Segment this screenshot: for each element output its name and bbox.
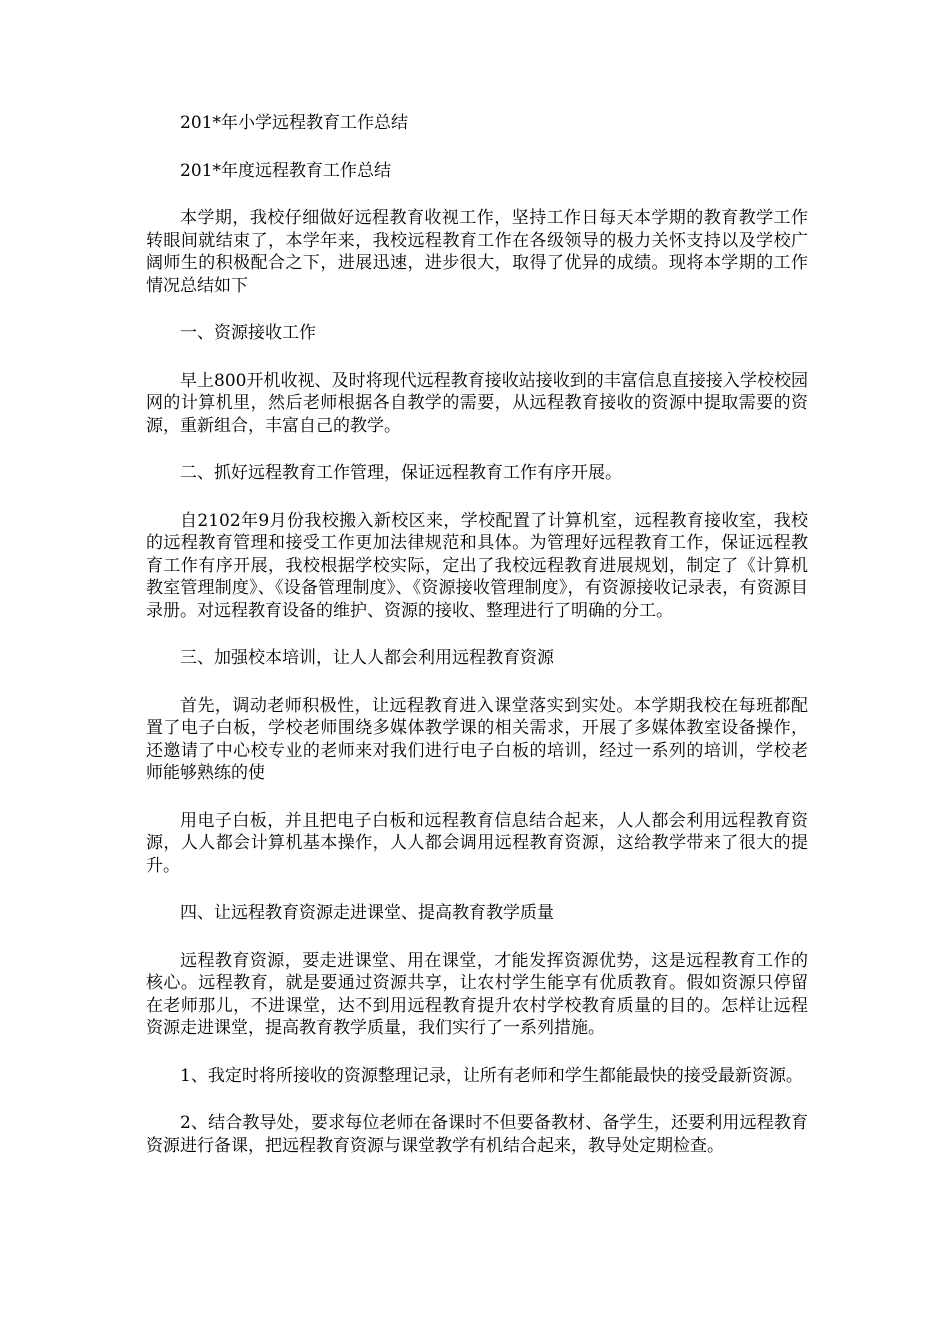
section-heading-2: 二、抓好远程教育工作管理，保证远程教育工作有序开展。 (180, 463, 622, 483)
paragraph-management: 自2102年9月份我校搬入新校区来，学校配置了计算机室，远程教育接收室，我校的远程教育管理和接受工作更加法律规范和具体。为管理好远程教育工作，保证远程教育工作有序开展，我校根据学校实际，定出了我校远程教育进展规划，制定了《计算机教室管理制度》、《设备管理制度》、《资源接收管理制度》，有资源接收记录表，有资源目录册。对远程教育设备的维护、资源的接收、整理进行了明确的分工。 (146, 510, 808, 621)
section-heading-4: 四、让远程教育资源走进课堂、提高教育教学质量 (180, 903, 554, 923)
document-page (146, 112, 808, 1182)
paragraph-intro: 本学期，我校仔细做好远程教育收视工作，坚持工作日每天本学期的教育教学工作转眼间就结束了，本学年来，我校远程教育工作在各级领导的极力关怀支持以及学校广阔师生的积极配合之下，进展迅速，进步很大，取得了优异的成绩。现将本学期的工作情况总结如下 (146, 208, 808, 296)
paragraph-classroom: 远程教育资源，要走进课堂、用在课堂，才能发挥资源优势，这是远程教育工作的核心。远程教育，就是要通过资源共享，让农村学生能享有优质教育。假如资源只停留在老师那儿，不进课堂，达不到用远程教育提升农村学校教育质量的目的。怎样让远程资源走进课堂，提高教育教学质量，我们实行了一系列措施。 (146, 950, 808, 1038)
paragraph-measure-2: 2、结合教导处，要求每位老师在备课时不但要备教材、备学生，还要利用远程教育资源进行备课，把远程教育资源与课堂教学有机结合起来，教导处定期检查。 (146, 1113, 808, 1156)
paragraph-training-2: 用电子白板，并且把电子白板和远程教育信息结合起来，人人都会利用远程教育资源，人人都会计算机基本操作，人人都会调用远程教育资源，这给教学带来了很大的提升。 (146, 810, 808, 876)
document-title: 201*年小学远程教育工作总结 (180, 113, 408, 133)
paragraph-training-1: 首先，调动老师积极性，让远程教育进入课堂落实到实处。本学期我校在每班都配置了电子白板，学校老师围绕多媒体教学课的相关需求，开展了多媒体教室设备操作，还邀请了中心校专业的老师来对我们进行电子白板的培训，经过一系列的培训，学校老师能够熟练的使 (146, 695, 808, 783)
paragraph-measure-1: 1、我定时将所接收的资源整理记录，让所有老师和学生都能最快的接受最新资源。 (180, 1065, 803, 1086)
document-subtitle: 201*年度远程教育工作总结 (180, 160, 391, 181)
paragraph-resource-receiving: 早上800开机收视、及时将现代远程教育接收站接收到的丰富信息直接接入学校校园网的计算机里，然后老师根据各自教学的需要，从远程教育接收的资源中提取需要的资源，重新组合，丰富自己的教学。 (146, 370, 808, 436)
section-heading-1: 一、资源接收工作 (180, 323, 316, 343)
section-heading-3: 三、加强校本培训，让人人都会利用远程教育资源 (180, 648, 554, 668)
